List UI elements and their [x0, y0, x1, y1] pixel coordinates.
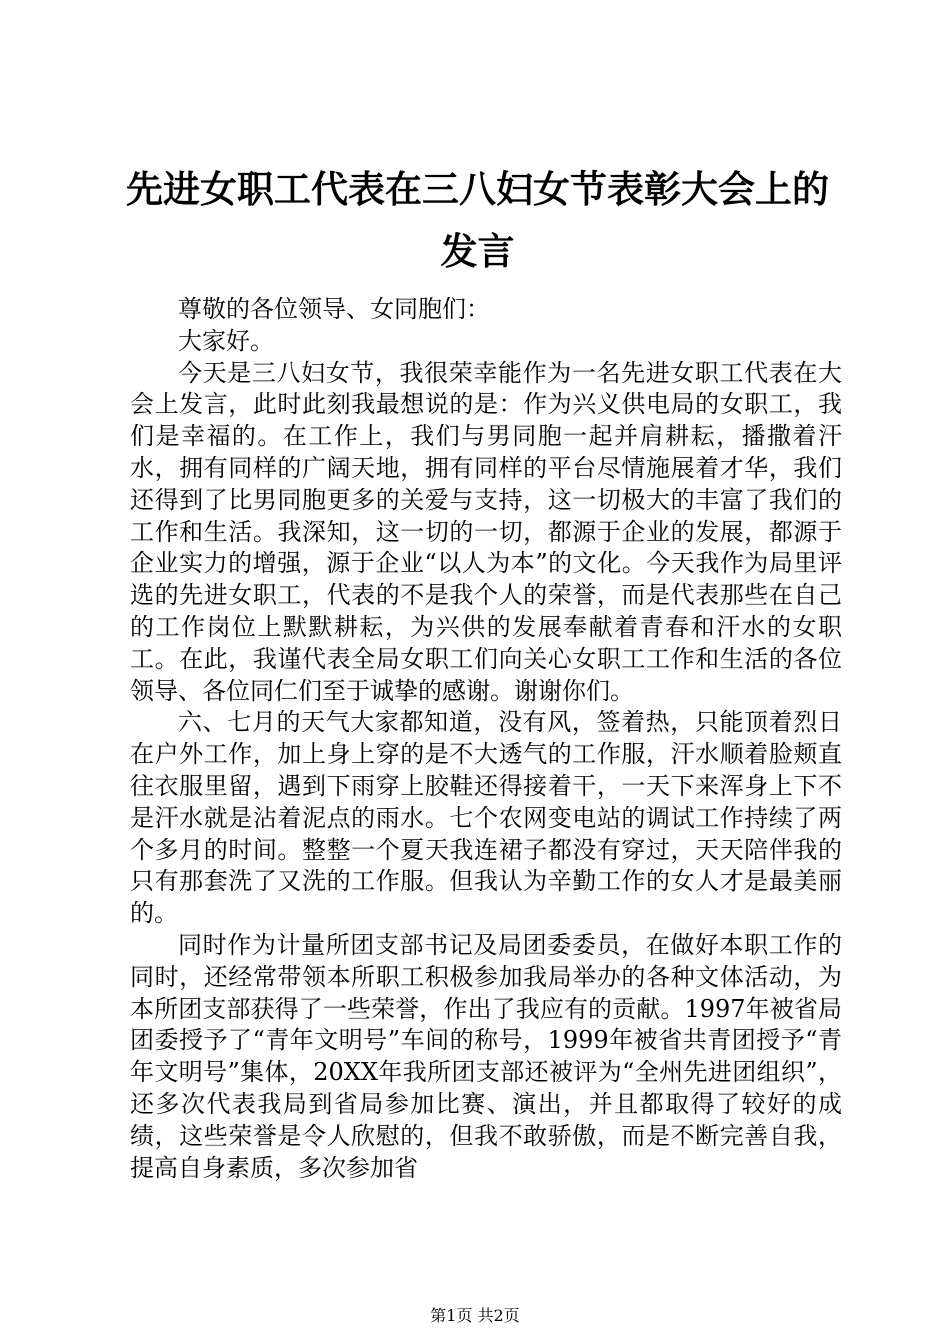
- document-body: [130, 294, 842, 1184]
- paragraph-3: 同时作为计量所团支部书记及局团委委员，在做好本职工作的同时，还经常带领本所职工积极参加我局举办的各种文体活动，为本所团支部获得了一些荣誉，作出了我应有的贡献。1997年被省局团委授予了“青年文明号”车间的称号，1999年被省共青团授予“青年文明号”集体，20XX年我所团支部还被评为“全州先进团组织”，还多次代表我局到省局参加比赛、演出，并且都取得了较好的成绩，这些荣誉是令人欣慰的，但我不敢骄傲，而是不断完善自我，提高自身素质，多次参加省: [130, 930, 842, 1182]
- document-title: 先进女职工代表在三八妇女节表彰大会上的发言: [126, 167, 829, 273]
- paragraph-1: 今天是三八妇女节，我很荣幸能作为一名先进女职工代表在大会上发言，此时此刻我最想说的是：作为兴义供电局的女职工，我们是幸福的。在工作上，我们与男同胞一起并肩耕耘，播撒着汗水，拥有同样的广阔天地，拥有同样的平台尽情施展着才华，我们还得到了比男同胞更多的关爱与支持，这一切极大的丰富了我们的工作和生活。我深知，这一切的一切，都源于企业的发展，都源于企业实力的增强，源于企业“以人为本”的文化。今天我作为局里评选的先进女职工，代表的不是我个人的荣誉，而是代表那些在自己的工作岗位上默默耕耘，为兴供的发展奉献着青春和汗水的女职工。在此，我谨代表全局女职工们向关心女职工工作和生活的各位领导、各位同仁们至于诚挚的感谢。谢谢你们。: [130, 358, 842, 705]
- page-footer: 第1页 共2页: [430, 1306, 520, 1325]
- greeting: 大家好。: [178, 326, 274, 355]
- paragraph-2: 六、七月的天气大家都知道，没有风，签着热，只能顶着烈日在户外工作，加上身上穿的是不大透气的工作服，汗水顺着脸颊直往衣服里留，遇到下雨穿上胶鞋还得接着干，一天下来浑身上下不是汗水就是沾着泥点的雨水。七个农网变电站的调试工作持续了两个多月的时间。整整一个夏天我连裙子都没有穿过，天天陪伴我的只有那套洗了又洗的工作服。但我认为辛勤工作的女人才是最美丽的。: [130, 708, 842, 928]
- salutation: 尊敬的各位领导、女同胞们：: [178, 295, 490, 323]
